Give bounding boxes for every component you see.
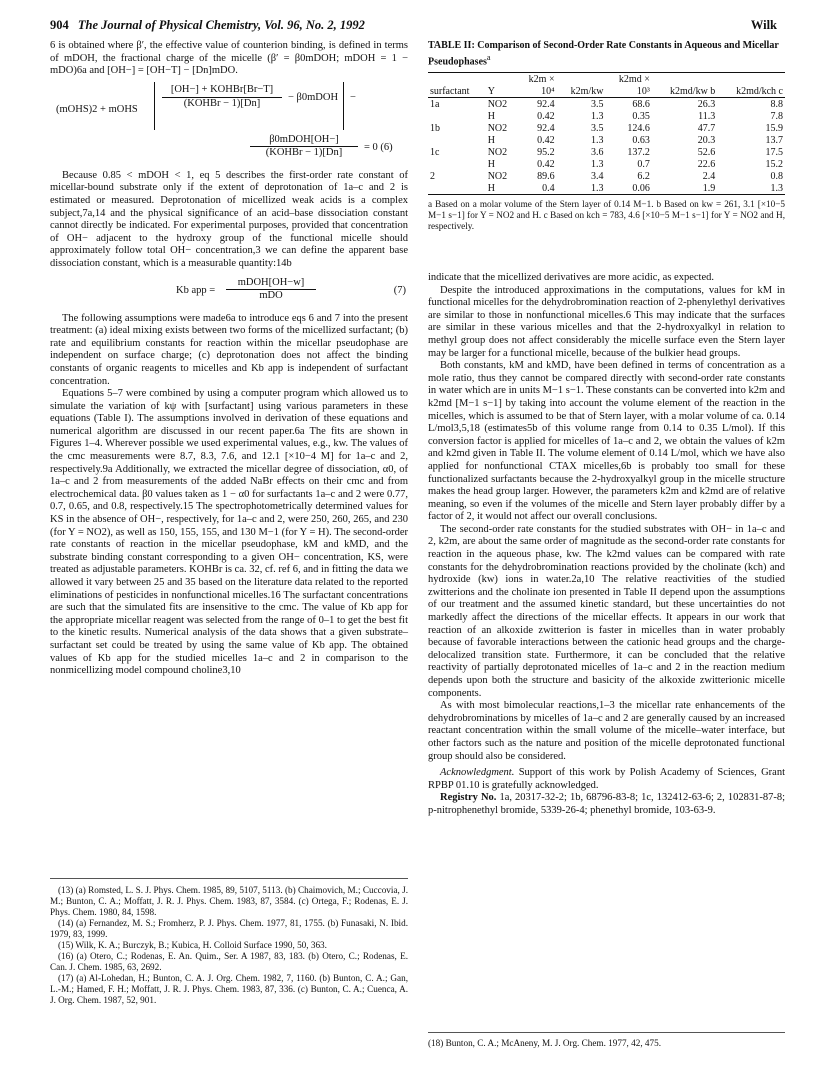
table-header-row-1 — [428, 73, 785, 86]
table-cell: 92.4 — [537, 122, 555, 134]
rate-constant-table — [428, 72, 785, 195]
table-group-header-k2md: k2md × — [618, 73, 650, 85]
table-cell: H — [487, 182, 495, 194]
table-cell: 0.4 — [542, 182, 555, 194]
table-cell: H — [487, 134, 495, 146]
table-cell: 6.2 — [637, 170, 650, 182]
table-cell: 0.42 — [537, 158, 555, 170]
table-cell — [428, 182, 486, 195]
table-cell: 0.42 — [537, 134, 555, 146]
paragraph: indicate that the micellized derivatives are more acidic, as expected. — [428, 272, 714, 283]
table-cell: 0.35 — [632, 110, 650, 122]
paragraph: 6 is obtained where β′, the effective value of counterion binding, is defined in terms of mDOH, the fractional charge of the micelle (β′ = β0mDOH; mDOH = 1 − mDO)6a and [OH−] = [OH−T] − [Dn]mDO. — [50, 40, 408, 77]
table-cell: 3.5 — [590, 98, 604, 110]
table-row — [428, 122, 785, 134]
table-cell: 15.2 — [765, 158, 783, 170]
paragraph: As with most bimolecular reactions,1–3 the micellar rate enhancements of the dehydrobrominations by micelles of 1a–c and 2 are generally caused by an increased reactant concentration within the small volume of the micelle–water interface, but other factors such as the nature and position of the micelle deprotonated functional group should also be considered. — [428, 700, 785, 762]
eq7-numerator: mDOH[OH−w] — [226, 277, 316, 291]
table-cell: 13.7 — [765, 134, 783, 146]
eq6-fraction-a — [162, 84, 282, 111]
table-cell — [428, 158, 486, 170]
table-cell: 8.8 — [770, 98, 783, 110]
table-row — [428, 182, 785, 195]
paragraph: The second-order rate constants for the studied substrates with OH− in 1a–c and 2, k2m, are about the same order of magnitude as the second-order rate constants for reaction in the aqueous phase, kw. The k2md values can be compared with rate constants for the dehydrobromination reactions provided by the cholinate (kch) and hydroxide (kw) ions in water.2a,10 The relative reactivities of the studied zwitterions and the cholinate ion presented in Table II depend upon the assumptions of our treatment and the assumed kinetic standard, but these uncertainties do not markedly affect the directions of the micellar effects. It appears in our work that reaction of an alkoxide zwitterion is faster in micelles than in water probably because of favorable interactions between the cationic head groups and the charge-delocalized transition state. Furthermore, it can be concluded that the relative reactivity of partially deprotonated micelles of 1a–c and 2 in the reaction medium depends upon both the structure and basicity of the alkoxide zwitterionic micelle components. — [428, 523, 785, 699]
eq6-minus: − — [350, 91, 356, 103]
paragraph: Because 0.85 < mDOH < 1, eq 5 describes the first-order rate constant of micellar-bound substrate only if the extent of deprotonation of 1a–c and 2 is estimated or measured. Deprotonation of micellized weak acids is a complex subject,7a,14 and the physical significance of an acid–base dissociation constant cannot directly be indicated. For experimental purposes, provided that concentration of OH− adjacent to the hydroxy group of the functional micelle should approximately follow total OH− concentration,3 we can define the apparent base dissociation constant, which is a measurable quantity:14b — [50, 169, 408, 269]
table-header: 10³ — [636, 85, 650, 97]
table-cell: 0.42 — [537, 110, 555, 122]
eq7-lhs: Kb app = — [176, 284, 216, 296]
table-cell: 1.9 — [702, 182, 716, 194]
table-cell: 0.7 — [637, 158, 650, 170]
table-cell: 0.06 — [632, 182, 650, 194]
reference-16: (16) (a) Otero, C.; Rodenas, E. An. Quim., Ser. A 1987, 83, 183. (b) Otero, C.; Rodenas, E. Can. J. Chem. 1985, 63, 2692. — [50, 951, 408, 972]
table-cell: 26.3 — [697, 98, 716, 110]
table-header: Y — [487, 85, 495, 97]
table-group-header-k2m: k2m × — [528, 73, 555, 85]
table-cell: 47.7 — [697, 122, 716, 134]
eq6-term: − β0mDOH — [288, 91, 339, 103]
footnote-references — [50, 878, 408, 1006]
table-cell: 7.8 — [770, 110, 783, 122]
table-header: 10⁴ — [541, 85, 555, 97]
table-cell: H — [487, 158, 495, 170]
reference-15: (15) Wilk, K. A.; Burczyk, B.; Kubica, H. Colloid Surface 1990, 50, 363. — [58, 940, 327, 950]
registry-numbers — [428, 792, 785, 817]
table-cell: 15.9 — [765, 122, 783, 134]
table-cell: 1.3 — [590, 158, 604, 170]
eq6-fraction-b — [250, 134, 358, 160]
table-cell: 68.6 — [632, 98, 650, 110]
eq7-fraction — [226, 277, 316, 303]
table-cell: 1c — [430, 146, 440, 158]
table-cell: 20.3 — [697, 134, 716, 146]
table-cell: 1.3 — [590, 110, 604, 122]
paragraph: Despite the introduced approximations in the computations, values for kM in functional micelles for the dehydrobromination reaction of 2-phenylethyl derivatives are similar to those in nonfunctional micelles.6 This may indicate that the surfaces are similar in these various micelles and that the 2-hydroxyalkyl in relation to methyl group does not affect considerably the micelle surface even the Stern layer may be larger for a functional micelle, because of the bulkier head groups. — [428, 284, 785, 359]
table-cell: 137.2 — [627, 146, 650, 158]
right-column — [428, 272, 785, 818]
table-footnote: a Based on a molar volume of the Stern layer of 0.14 M−1. b Based on kw = 261, 3.1 [×10−5 M−1 s−1] for Y = NO2 and H. c Based on kch = 783, 4.6 [×10−5 M−1 s−1] for Y = NO2 and H, respectively. — [428, 199, 785, 232]
eq6-fraction-a-denominator: (KOHBr − 1)[Dn] — [183, 98, 261, 110]
table-cell: 92.4 — [537, 98, 555, 110]
table-cell: NO2 — [487, 170, 508, 182]
table-cell: 1.3 — [770, 182, 783, 194]
table-cell: 1a — [430, 98, 440, 110]
table-cell: 3.6 — [590, 146, 604, 158]
paragraph: Equations 5–7 were combined by using a computer program which allowed us to simulate the variation of kψ with [surfactant] using various parameters in these equations (Table I). The assumptions involved in derivation of these equations and numerical algorithm are discussed in our recent paper.6a The fits are shown in Figures 1–4. Wherever possible we used experimental values, e.g., kw. The values of the cmc measurements were 8.7, 8.3, 7.6, and 12.1 [×10−4 M] for 1a–c and 2, respectively.9a Additionally, we extracted the micellar degree of dissociation, α0, of 1a–c and 2 from measurements of the added NaBr effects on their cmc and from electrochemical data. β0 values taken as 1 − α0 for surfactants 1a–c and 2 were 0.77, 0.7, 0.65, and 0.8, respectively.15 The spectrophotometrically determined values for KS in the absence of OH−, respectively, for 1a–c and 2, were 250, 260, 265, and 230 (for Y = NO2), as well as 150, 155, 155, and 130 M−1 (for Y = H). The second-order rate constants of reaction in the micellar pseudophase, kM and kMD, and the substrate binding constant corresponding to a given OH− concentration, KS, were treated as adjustable parameters. KOHBr is ca. 32, cf. ref 6, and in fitting the data we allowed it vary between 25 and 35 based on the literature data related to the reported eliminations of pesticides in nonfunctional micelles.16 The surfactant concentrations are such that the simulated fits are insensitive to the cmc. The value of Kb app for the appropriate micellar reagent was selected from the range of 0–1 to get the best fit to the kinetic results. Numerical analysis of the data shows that a given substrate–surfactant set could be treated by using the same value of Kb app. The obtained values of Kb app for the studied micelles 1a–c and 2 in comparison to the nonmicellizing model compound choline3,10 — [50, 388, 408, 677]
table-caption-footnote-mark: a — [486, 53, 491, 62]
registry-text: 1a, 20317-32-2; 1b, 68796-83-8; 1c, 132412-63-6; 2, 102831-87-8; p-nitrophenethyl bromide, 5339-26-4; phenethyl bromide, 103-63-9. — [428, 792, 785, 816]
table-cell — [428, 134, 486, 146]
eq6-fraction-b-denominator: (KOHBr − 1)[Dn] — [265, 147, 343, 159]
table-cell: 89.6 — [537, 170, 555, 182]
table-cell: NO2 — [487, 146, 508, 158]
table-cell — [428, 110, 486, 122]
table-row — [428, 170, 785, 182]
eq7-number: (7) — [393, 284, 406, 296]
paragraph: Both constants, kM and kMD, have been defined in terms of concentration as a mole ratio, thus they cannot be compared directly with second-order rate constants in water which are in units M−1 s−1. These constants can be converted into k2m and k2md [M−1 s−1] by taking into account the volume element of the reaction in the micelles, which is assumed to be that of Stern layer, with a molar volume of ca. 0.14 L/mol3,5,18 (estimates5b of this volume range from 0.14 to 0.35 L/mol). If this conversion factor is applied for micelles of 1a–c and 2, we obtain the values of k2m and k2md given in Table II. The volume element of 0.14 L/mol, which we have also applied for nonfunctional CTAX micelles,6b is probably too small for these functionalized surfactants because the 2-hydroxyalkyl group in the micelle structure makes the head group larger. However, the parameters k2m and k2md are of relative meaning, so even if the volumes of the micelle and Stern layer probably differ by a factor of 2, it would not affect our overall conclusions. — [428, 360, 785, 523]
table-row — [428, 146, 785, 158]
table-header: surfactant — [430, 85, 470, 97]
table-header: k2md/kch c — [736, 85, 783, 97]
table-cell: 17.5 — [765, 146, 783, 158]
table-cell: 0.63 — [632, 134, 650, 146]
table-cell: 2 — [430, 170, 435, 182]
table-caption — [428, 40, 785, 68]
table-cell: 3.4 — [590, 170, 604, 182]
reference-14: (14) (a) Fernandez, M. S.; Fromherz, P. J. Phys. Chem. 1977, 81, 1755. (b) Funasaki, N. Ibid. 1979, 83, 1999. — [50, 918, 408, 939]
table-header-row-2 — [428, 85, 785, 98]
table-cell: NO2 — [487, 98, 508, 110]
acknowledgment — [428, 767, 785, 792]
registry-label: Registry No. — [440, 792, 497, 804]
eq6-rhs: = 0 (6) — [364, 141, 393, 153]
table-row — [428, 98, 785, 111]
table-cell: 2.4 — [702, 170, 716, 182]
equation-7 — [50, 277, 408, 307]
left-column — [50, 40, 408, 678]
table-ii — [428, 40, 785, 232]
reference-18: (18) Bunton, C. A.; McAneny, M. J. Org. Chem. 1977, 42, 475. — [428, 1032, 785, 1048]
table-cell: 1.3 — [590, 134, 604, 146]
eq6-fraction-a-numerator: [OH−] + KOHBr[Br−T] — [162, 84, 282, 99]
table-cell: 22.6 — [697, 158, 716, 170]
table-cell: 11.3 — [698, 110, 716, 122]
running-author: Wilk — [750, 18, 777, 32]
table-row — [428, 158, 785, 170]
journal-citation: The Journal of Physical Chemistry, Vol. 96, No. 2, 1992 — [77, 18, 365, 32]
table-cell: 95.2 — [537, 146, 555, 158]
acknowledgment-label: Acknowledgment. — [440, 767, 515, 779]
table-cell: 124.6 — [627, 122, 650, 134]
table-cell: 0.8 — [770, 170, 783, 182]
table-header: k2m/kw — [570, 85, 604, 97]
table-cell: 3.5 — [590, 122, 604, 134]
paragraph: The following assumptions were made6a to introduce eqs 6 and 7 into the present treatment: (a) ideal mixing exists between two forms of the micellized surfactant; (b) rate and equilibrium constants for reaction within the micellar pseudophase are independent on surface charge; (c) deprotonation does not affect the binding constants of organic reagents to micelles and Kb app is independent of surfactant concentration. — [50, 312, 408, 387]
eq6-fraction-b-numerator: β0mDOH[OH−] — [250, 134, 358, 148]
running-header — [50, 18, 777, 36]
reference-17: (17) (a) Al-Lohedan, H.; Bunton, C. A. J. Org. Chem. 1982, 7, 1160. (b) Bunton, C. A.; Gan, L.-M.; Hamed, F. H.; Moffatt, J. R. J. Phys. Chem. 1983, 87, 336. (c) Bunton, C. A.; Cuenca, A. J. Org. Chem. 1987, 52, 901. — [50, 973, 408, 1005]
table-cell: NO2 — [487, 122, 508, 134]
eq7-denominator: mDO — [259, 290, 283, 302]
eq6-lhs: (mOHS)2 + mOHS — [56, 103, 138, 115]
equation-6 — [50, 78, 408, 170]
page-number: 904 — [50, 18, 69, 32]
table-cell: 1.3 — [590, 182, 604, 194]
reference-13: (13) (a) Romsted, L. S. J. Phys. Chem. 1985, 89, 5107, 5113. (b) Chaimovich, M.; Cuccovia, J. M.; Bunton, C. A.; Moffatt, J. R. J. Phys. Chem. 1983, 87, 3584. (c) Ortega, F.; Rodenas, E. J. Phys. Chem. 1980, 84, 1598. — [50, 885, 408, 917]
acknowledgment-text: Support of this work by Polish Academy of Sciences, Grant RPBP 01.10 is gratefully acknowledged. — [428, 767, 785, 791]
table-cell: 52.6 — [697, 146, 716, 158]
table-row — [428, 110, 785, 122]
table-header: k2md/kw b — [670, 85, 716, 97]
table-cell: 1b — [430, 122, 440, 134]
table-caption-text: TABLE II: Comparison of Second-Order Rate Constants in Aqueous and Micellar Pseudophases — [428, 40, 779, 68]
table-cell: H — [487, 110, 495, 122]
table-row — [428, 134, 785, 146]
